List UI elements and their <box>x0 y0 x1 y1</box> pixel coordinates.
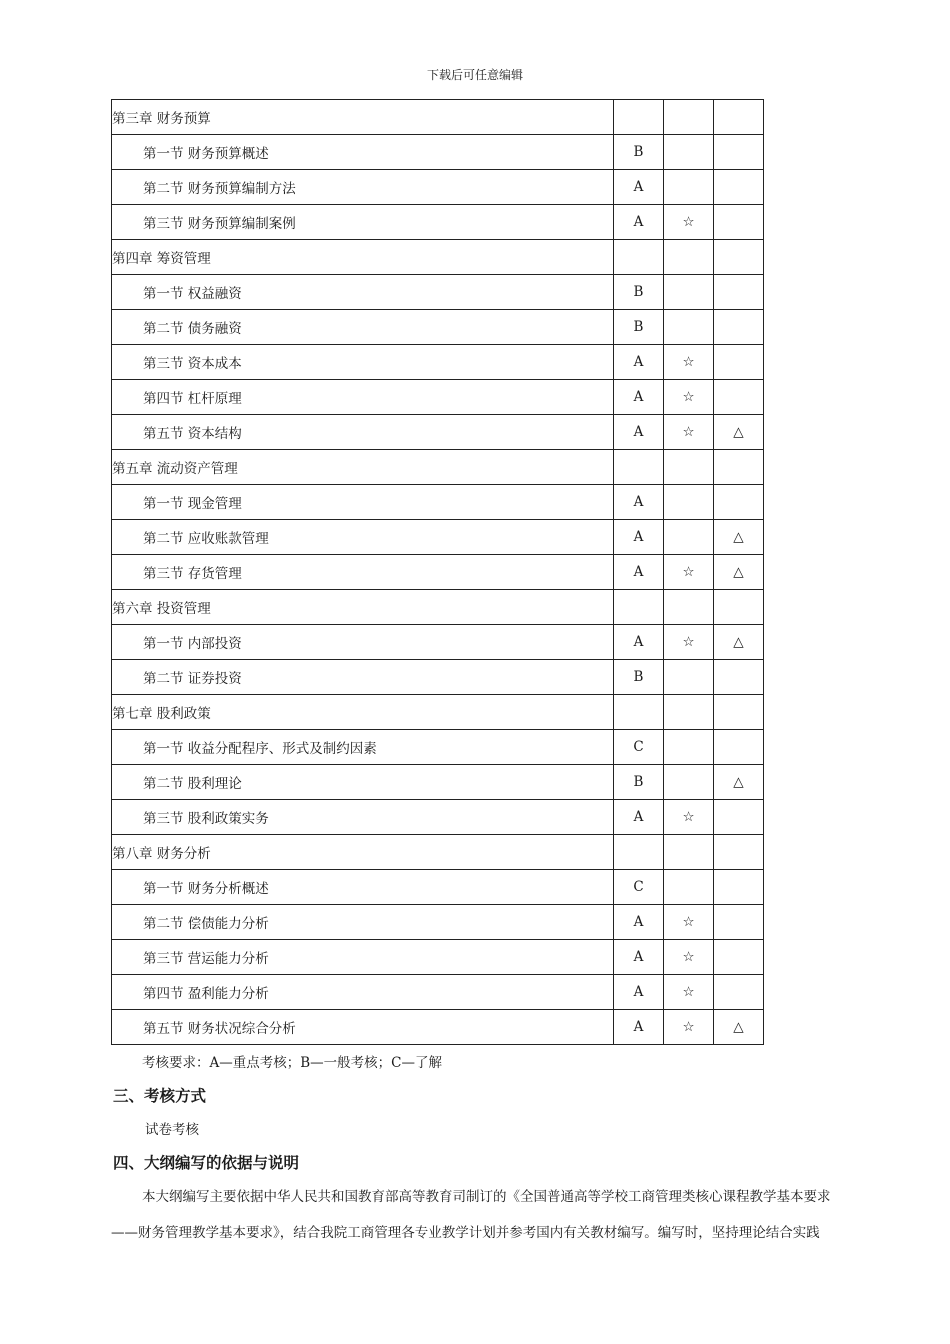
chapter-row <box>112 695 764 730</box>
course-outline-table <box>111 99 764 1045</box>
section-row <box>112 660 764 695</box>
star-mark-icon: ☆ <box>664 975 714 1010</box>
triangle-mark-icon <box>714 590 764 625</box>
star-mark-icon <box>664 695 714 730</box>
section-title: 第一节 权益融资 <box>112 275 614 310</box>
requirement-level: B <box>614 660 664 695</box>
section-row <box>112 275 764 310</box>
star-mark-icon <box>664 135 714 170</box>
star-mark-icon <box>664 310 714 345</box>
section-title: 第二节 股利理论 <box>112 765 614 800</box>
heading-outline-basis: 四、大纲编写的依据与说明 <box>113 1154 300 1172</box>
triangle-mark-icon <box>714 730 764 765</box>
triangle-mark-icon <box>714 835 764 870</box>
requirement-level: A <box>614 905 664 940</box>
section-title: 第五节 资本结构 <box>112 415 614 450</box>
section-title: 第一节 财务预算概述 <box>112 135 614 170</box>
triangle-mark-icon <box>714 870 764 905</box>
triangle-mark-icon <box>714 450 764 485</box>
requirement-level: C <box>614 870 664 905</box>
requirement-level: C <box>614 730 664 765</box>
star-mark-icon: ☆ <box>664 205 714 240</box>
assessment-legend: 考核要求：A—重点考核；B—一般考核；C—了解 <box>142 1055 442 1071</box>
chapter-title: 第五章 流动资产管理 <box>112 450 614 485</box>
section-row <box>112 975 764 1010</box>
star-mark-icon <box>664 520 714 555</box>
section-row <box>112 310 764 345</box>
requirement-level: A <box>614 975 664 1010</box>
section-title: 第二节 债务融资 <box>112 310 614 345</box>
star-mark-icon: ☆ <box>664 800 714 835</box>
section-row <box>112 905 764 940</box>
section-row <box>112 170 764 205</box>
section-title: 第一节 内部投资 <box>112 625 614 660</box>
section-row <box>112 800 764 835</box>
section-title: 第二节 财务预算编制方法 <box>112 170 614 205</box>
triangle-mark-icon <box>714 975 764 1010</box>
section-title: 第三节 财务预算编制案例 <box>112 205 614 240</box>
chapter-row <box>112 450 764 485</box>
star-mark-icon <box>664 730 714 765</box>
section-row <box>112 940 764 975</box>
requirement-level: B <box>614 765 664 800</box>
section-title: 第四节 盈利能力分析 <box>112 975 614 1010</box>
section-title: 第三节 营运能力分析 <box>112 940 614 975</box>
requirement-level <box>614 450 664 485</box>
triangle-mark-icon <box>714 380 764 415</box>
star-mark-icon <box>664 660 714 695</box>
triangle-mark-icon <box>714 905 764 940</box>
star-mark-icon: ☆ <box>664 380 714 415</box>
header-note: 下载后可任意编辑 <box>426 68 523 82</box>
requirement-level <box>614 100 664 135</box>
section-row <box>112 555 764 590</box>
triangle-mark-icon <box>714 310 764 345</box>
star-mark-icon: ☆ <box>664 940 714 975</box>
section-title: 第三节 存货管理 <box>112 555 614 590</box>
triangle-mark-icon: △ <box>714 415 764 450</box>
star-mark-icon <box>664 450 714 485</box>
requirement-level: A <box>614 345 664 380</box>
chapter-title: 第四章 筹资管理 <box>112 240 614 275</box>
requirement-level: A <box>614 625 664 660</box>
chapter-row <box>112 100 764 135</box>
star-mark-icon <box>664 240 714 275</box>
section-row <box>112 520 764 555</box>
section-title: 第二节 偿债能力分析 <box>112 905 614 940</box>
requirement-level <box>614 695 664 730</box>
basis-paragraph-line-2: ——财务管理教学基本要求》，结合我院工商管理各专业教学计划并参考国内有关教材编写。编写时，坚持理论结合实践 <box>111 1225 820 1241</box>
triangle-mark-icon: △ <box>714 520 764 555</box>
triangle-mark-icon <box>714 940 764 975</box>
triangle-mark-icon: △ <box>714 765 764 800</box>
triangle-mark-icon <box>714 100 764 135</box>
star-mark-icon <box>664 835 714 870</box>
triangle-mark-icon <box>714 800 764 835</box>
section-row <box>112 485 764 520</box>
triangle-mark-icon <box>714 695 764 730</box>
chapter-title: 第七章 股利政策 <box>112 695 614 730</box>
star-mark-icon: ☆ <box>664 345 714 380</box>
requirement-level: A <box>614 520 664 555</box>
star-mark-icon: ☆ <box>664 555 714 590</box>
triangle-mark-icon <box>714 275 764 310</box>
section-row <box>112 380 764 415</box>
triangle-mark-icon <box>714 660 764 695</box>
chapter-title: 第三章 财务预算 <box>112 100 614 135</box>
requirement-level: A <box>614 940 664 975</box>
chapter-row <box>112 835 764 870</box>
requirement-level: B <box>614 310 664 345</box>
requirement-level: A <box>614 800 664 835</box>
triangle-mark-icon <box>714 345 764 380</box>
triangle-mark-icon: △ <box>714 625 764 660</box>
section-title: 第四节 杠杆原理 <box>112 380 614 415</box>
section-title: 第二节 证券投资 <box>112 660 614 695</box>
section-title: 第三节 股利政策实务 <box>112 800 614 835</box>
section-title: 第一节 财务分析概述 <box>112 870 614 905</box>
section-row <box>112 870 764 905</box>
section-row <box>112 765 764 800</box>
star-mark-icon <box>664 170 714 205</box>
star-mark-icon <box>664 485 714 520</box>
triangle-mark-icon <box>714 135 764 170</box>
star-mark-icon: ☆ <box>664 905 714 940</box>
requirement-level <box>614 590 664 625</box>
star-mark-icon <box>664 275 714 310</box>
triangle-mark-icon <box>714 205 764 240</box>
requirement-level: A <box>614 485 664 520</box>
star-mark-icon <box>664 590 714 625</box>
basis-paragraph-line-1: 本大纲编写主要依据中华人民共和国教育部高等教育司制订的《全国普通高等学校工商管理类核心课程教学基本要求 <box>142 1189 831 1205</box>
triangle-mark-icon: △ <box>714 1010 764 1045</box>
heading-assessment-method: 三、考核方式 <box>113 1087 207 1105</box>
section-title: 第一节 收益分配程序、形式及制约因素 <box>112 730 614 765</box>
requirement-level: A <box>614 205 664 240</box>
assessment-method-text: 试卷考核 <box>145 1122 199 1138</box>
triangle-mark-icon <box>714 240 764 275</box>
requirement-level: B <box>614 135 664 170</box>
section-title: 第二节 应收账款管理 <box>112 520 614 555</box>
section-row <box>112 345 764 380</box>
requirement-level: A <box>614 415 664 450</box>
section-row <box>112 415 764 450</box>
chapter-title: 第六章 投资管理 <box>112 590 614 625</box>
section-row <box>112 625 764 660</box>
requirement-level: A <box>614 380 664 415</box>
section-row <box>112 135 764 170</box>
star-mark-icon <box>664 765 714 800</box>
requirement-level <box>614 240 664 275</box>
section-row <box>112 205 764 240</box>
triangle-mark-icon <box>714 485 764 520</box>
triangle-mark-icon <box>714 170 764 205</box>
star-mark-icon <box>664 870 714 905</box>
requirement-level <box>614 835 664 870</box>
requirement-level: B <box>614 275 664 310</box>
section-title: 第五节 财务状况综合分析 <box>112 1010 614 1045</box>
star-mark-icon <box>664 100 714 135</box>
section-row <box>112 1010 764 1045</box>
section-title: 第三节 资本成本 <box>112 345 614 380</box>
chapter-title: 第八章 财务分析 <box>112 835 614 870</box>
chapter-row <box>112 240 764 275</box>
requirement-level: A <box>614 555 664 590</box>
star-mark-icon: ☆ <box>664 625 714 660</box>
star-mark-icon: ☆ <box>664 415 714 450</box>
requirement-level: A <box>614 1010 664 1045</box>
triangle-mark-icon: △ <box>714 555 764 590</box>
star-mark-icon: ☆ <box>664 1010 714 1045</box>
chapter-row <box>112 590 764 625</box>
section-title: 第一节 现金管理 <box>112 485 614 520</box>
section-row <box>112 730 764 765</box>
requirement-level: A <box>614 170 664 205</box>
